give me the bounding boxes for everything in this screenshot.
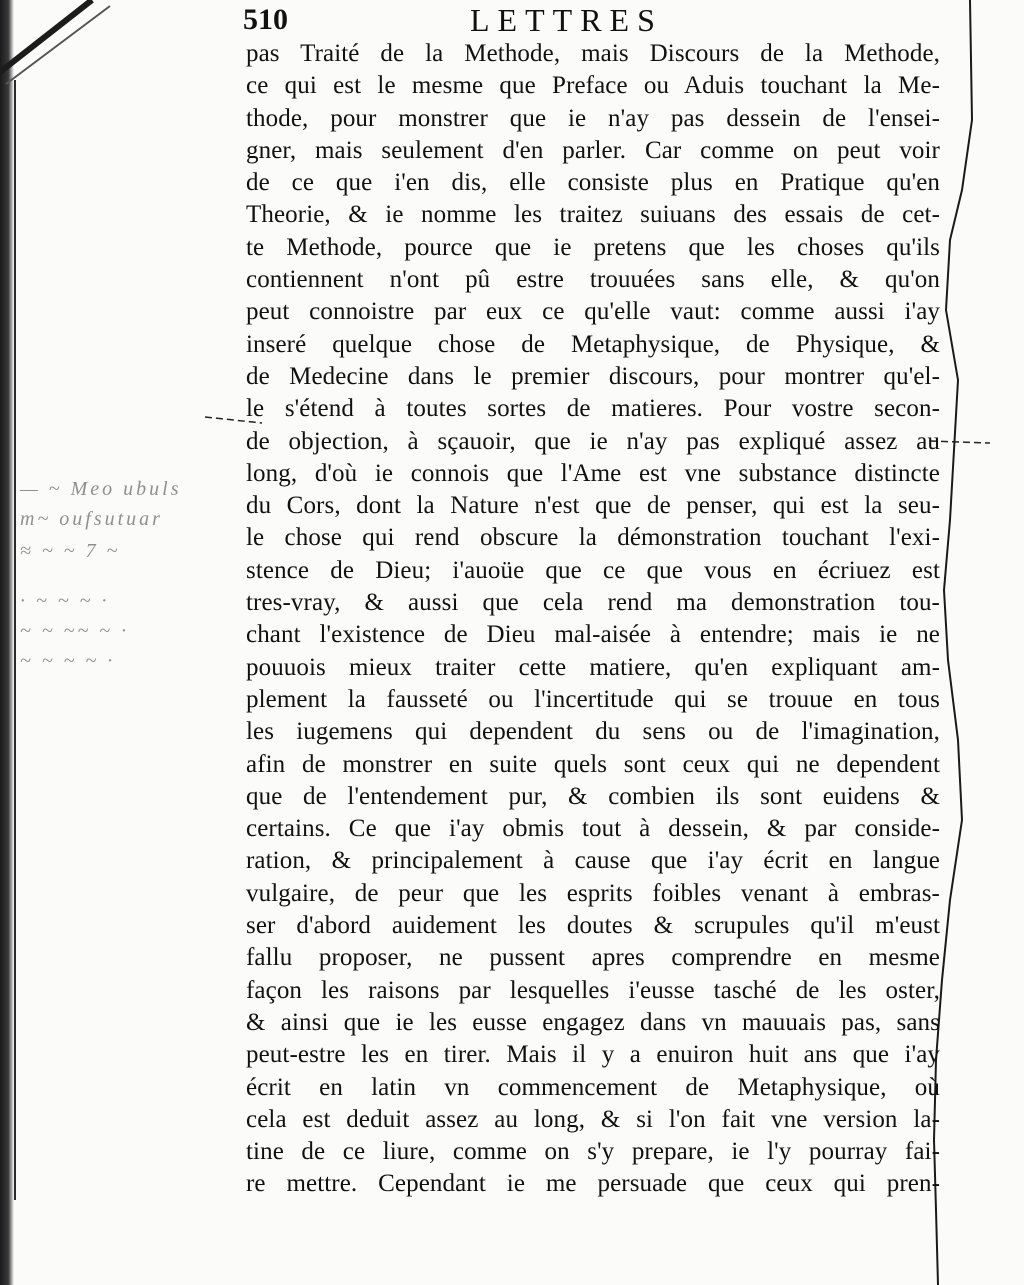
text-line: peut connoistre par eux ce qu'elle vaut: comme aussi i'ay	[246, 298, 940, 326]
text-line: tres-vray, & aussi que cela rend ma demonstration tou-	[246, 589, 940, 617]
text-line: & ainsi que ie les eusse engagez dans vn mauuais pas, sans	[246, 1008, 940, 1036]
text-line: tine de ce liure, comme on s'y prepare, ie l'y pourray fai-	[246, 1138, 940, 1166]
text-line: cela est deduit assez au long, & si l'on fait vne version la-	[246, 1105, 940, 1133]
text-line: gner, mais seulement d'en parler. Car comme on peut voir	[246, 136, 940, 164]
text-line: pouuois mieux traiter cette matiere, qu'en expliquant am-	[246, 653, 940, 681]
running-title: LETTRES	[470, 2, 663, 38]
bleed-through-mark: ≈ ~ ~ 7 ~	[20, 540, 121, 562]
letter-body	[246, 38, 940, 1201]
text-line: afin de monstrer en suite quels sont ceux qui ne dependent	[246, 750, 940, 778]
text-line: long, d'où ie connois que l'Ame est vne substance distincte	[246, 459, 940, 487]
text-line: le s'étend à toutes sortes de matieres. Pour vostre secon-	[246, 395, 940, 423]
text-line: re mettre. Cependant ie me persuade que ceux qui pren-	[246, 1170, 940, 1198]
bleed-through-mark: ~ ~ ~ ~ ·	[20, 650, 116, 672]
text-line: de objection, à sçauoir, que ie n'ay pas expliqué assez au	[246, 427, 940, 455]
text-line: façon les raisons par lesquelles i'eusse tasché de les oster,	[246, 976, 940, 1004]
bleed-through-mark: ~ ~ ~~ ~ ·	[20, 620, 130, 642]
text-line: vulgaire, de peur que les esprits foibles venant à embras-	[246, 879, 940, 907]
bleed-through-mark: m~ oufsutuar	[20, 508, 163, 530]
text-line: écrit en latin vn commencement de Metaphysique, où	[246, 1073, 940, 1101]
text-line: Theorie, & ie nomme les traitez suiuans des essais de cet-	[246, 201, 940, 229]
text-line: ce qui est le mesme que Preface ou Aduis touchant la Me-	[246, 72, 940, 100]
page-header	[243, 2, 943, 42]
text-line: les iugemens qui dependent du sens ou de l'imagination,	[246, 718, 940, 746]
text-line: certains. Ce que i'ay obmis tout à dessein, & par conside-	[246, 815, 940, 843]
text-line: inseré quelque chose de Metaphysique, de Physique, &	[246, 330, 940, 358]
text-line: stence de Dieu; i'auoüe que ce que vous en écriuez est	[246, 556, 940, 584]
text-line: de Medecine dans le premier discours, pour montrer qu'el-	[246, 362, 940, 390]
text-line: le chose qui rend obscure la démonstration touchant l'exi-	[246, 524, 940, 552]
text-line: pas Traité de la Methode, mais Discours de la Methode,	[246, 40, 940, 67]
text-line: chant l'existence de Dieu mal-aisée à entendre; mais ie ne	[246, 621, 940, 649]
text-line: du Cors, dont la Nature n'est que de penser, qui est la seu-	[246, 492, 940, 520]
text-line: contiennent n'ont pû estre trouuées sans elle, & qu'on	[246, 266, 940, 294]
text-line: te Methode, pource que ie pretens que les choses qu'ils	[246, 233, 940, 261]
text-line: fallu proposer, ne pussent apres comprendre en mesme	[246, 944, 940, 972]
bleed-through-mark: · ~ ~ ~ ·	[20, 590, 110, 612]
text-line: peut-estre les en tirer. Mais il y a enuiron huit ans que i'ay	[246, 1041, 940, 1069]
text-line: que de l'entendement pur, & combien ils sont euidens &	[246, 782, 940, 810]
text-line: de ce que i'en dis, elle consiste plus en Pratique qu'en	[246, 169, 940, 197]
text-line: thode, pour monstrer que ie n'ay pas dessein de l'ensei-	[246, 104, 940, 132]
text-line: ser d'abord auidement les doutes & scrupules qu'il m'eust	[246, 912, 940, 940]
text-line: ration, & principalement à cause que i'ay écrit en langue	[246, 847, 940, 875]
text-line: plement la fausseté ou l'incertitude qui se trouue en tous	[246, 685, 940, 713]
page-number: 510	[243, 3, 288, 36]
bleed-through-mark: — ~ Meo ubuls	[20, 478, 182, 500]
